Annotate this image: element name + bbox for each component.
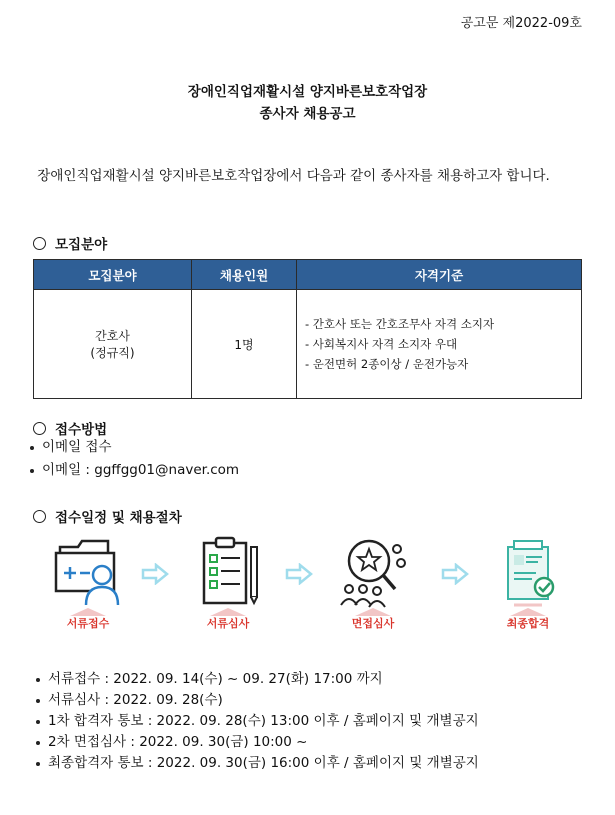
- title-line-1: 장애인직업재활시설 양지바른보호작업장: [187, 84, 428, 100]
- section-recruit-label: 모집분야: [55, 237, 108, 253]
- process-step: [478, 533, 578, 633]
- section-schedule-heading: [33, 506, 182, 526]
- arrow-right-icon: [141, 563, 169, 585]
- circle-bullet-icon: [33, 422, 46, 435]
- title-line-2: 종사자 채용공고: [259, 106, 356, 122]
- list-item: 1차 합격자 통보 : 2022. 09. 28(수) 13:00 이후 / 홈페이지 및 개별공지: [36, 711, 479, 732]
- table-header-count: 채용인원: [192, 260, 297, 290]
- arrow-right-icon: [441, 563, 469, 585]
- step-badge: 면접심사: [333, 613, 413, 633]
- notice-number: 공고문 제2022-09호: [460, 16, 582, 31]
- process-step: [323, 533, 423, 633]
- list-item: 최종합격자 통보 : 2022. 09. 30(금) 16:00 이후 / 홈페이지 및 개별공지: [36, 753, 479, 774]
- recruit-table: [33, 259, 582, 399]
- table-row: [34, 290, 582, 399]
- process-step: [38, 533, 138, 633]
- apply-list: [30, 436, 239, 482]
- schedule-list: [36, 669, 479, 774]
- step-badge: 최종합격: [488, 613, 568, 633]
- certificate-icon: [488, 533, 568, 609]
- qualification-item: - 사회복지사 자격 소지자 우대: [305, 337, 458, 351]
- section-apply-label: 접수방법: [55, 422, 108, 438]
- bullet-icon: [30, 469, 34, 473]
- bullet-icon: [36, 678, 40, 682]
- table-header-qualification: 자격기준: [297, 260, 582, 290]
- circle-bullet-icon: [33, 510, 46, 523]
- circle-bullet-icon: [33, 237, 46, 250]
- list-item: 2차 면접심사 : 2022. 09. 30(금) 10:00 ~: [36, 732, 479, 753]
- bullet-icon: [36, 720, 40, 724]
- qualification-item: - 간호사 또는 간호조무사 자격 소지자: [305, 317, 495, 331]
- qualification-item: - 운전면허 2종이상 / 운전가능자: [305, 357, 469, 371]
- count-cell: 1명: [192, 290, 297, 399]
- process-flow: [33, 533, 585, 653]
- qualification-cell: [297, 290, 582, 399]
- bullet-icon: [36, 699, 40, 703]
- bullet-icon: [36, 762, 40, 766]
- list-item: 서류접수 : 2022. 09. 14(수) ~ 09. 27(화) 17:00 까지: [36, 669, 479, 690]
- step-badge: 서류심사: [188, 613, 268, 633]
- arrow-right-icon: [285, 563, 313, 585]
- list-item: 서류심사 : 2022. 09. 28(수): [36, 690, 479, 711]
- field-cell: [34, 290, 192, 399]
- field-type: (정규직): [90, 346, 135, 360]
- list-item: 이메일 : ggffgg01@naver.com: [30, 459, 239, 482]
- intro-paragraph: 장애인직업재활시설 양지바른보호작업장에서 다음과 같이 종사자를 채용하고자 합니다.: [37, 168, 550, 184]
- interview-icon: [333, 533, 413, 609]
- checklist-icon: [188, 533, 268, 609]
- section-apply-heading: [33, 418, 107, 438]
- step-badge: 서류접수: [48, 613, 128, 633]
- list-item: 이메일 접수: [30, 436, 239, 459]
- table-header-field: 모집분야: [34, 260, 192, 290]
- bullet-icon: [30, 446, 34, 450]
- section-recruit-heading: [33, 233, 107, 253]
- folder-person-icon: [48, 533, 128, 609]
- bullet-icon: [36, 741, 40, 745]
- process-step: [178, 533, 278, 633]
- field-name: 간호사: [95, 329, 130, 343]
- section-schedule-label: 접수일정 및 채용절차: [55, 510, 182, 526]
